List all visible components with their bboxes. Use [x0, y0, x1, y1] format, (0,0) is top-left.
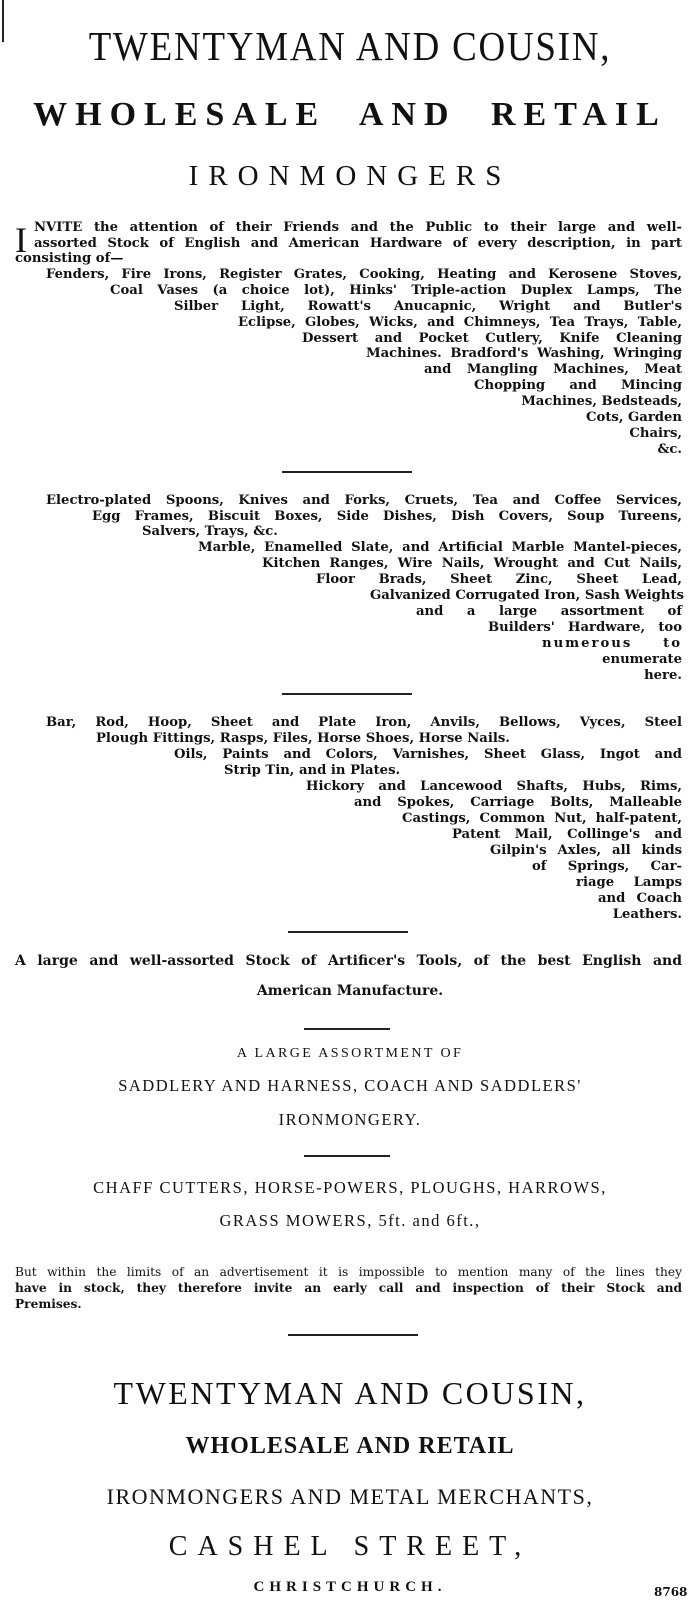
- intro-line: NVITE the attention of their Friends and the Public to their large and well-: [34, 220, 682, 235]
- stock-line: Kitchen Ranges, Wire Nails, Wrought and Cut Nails,: [262, 556, 682, 571]
- saddlery-line: A LARGE ASSORTMENT OF: [236, 1046, 464, 1061]
- stock-line: Dessert and Pocket Cutlery, Knife Cleaning: [302, 331, 682, 346]
- closing-line: But within the limits of an advertisement it is impossible to mention many of the lines they: [15, 1265, 682, 1279]
- stock-line: and Coach: [598, 891, 682, 906]
- stock-line: &c.: [657, 442, 682, 457]
- stock-line: and Mangling Machines, Meat: [424, 362, 682, 377]
- intro-line: consisting of—: [15, 251, 124, 266]
- stock-line: and Spokes, Carriage Bolts, Malleable: [354, 795, 682, 810]
- farm-line: GRASS MOWERS, 5ft. and 6ft.,: [219, 1211, 481, 1230]
- ironmongers-heading: IRONMONGERS: [188, 160, 512, 192]
- stock-line: Silber Light, Rowatt's Anucapnic, Wright and Butler's: [174, 299, 682, 314]
- stock-line: Electro-plated Spoons, Knives and Forks, Cruets, Tea and Coffee Services,: [46, 493, 682, 508]
- firm-name-heading: TWENTYMAN AND COUSIN,: [88, 23, 612, 69]
- farm-line: CHAFF CUTTERS, HORSE-POWERS, PLOUGHS, HARROWS,: [93, 1178, 607, 1197]
- stock-line: Floor Brads, Sheet Zinc, Sheet Lead,: [316, 572, 682, 587]
- divider: [288, 931, 408, 933]
- stock-line: Leathers.: [612, 907, 682, 922]
- stock-line: Galvanized Corrugated Iron, Sash Weights: [370, 588, 684, 603]
- stock-line: Castings, Common Nut, half-patent,: [402, 811, 682, 826]
- stock-line: Salvers, Trays, &c.: [142, 524, 278, 539]
- divider: [282, 471, 412, 473]
- stock-line: Machines. Bradford's Washing, Wringing: [366, 346, 682, 361]
- stock-line: Machines, Bedsteads,: [521, 394, 682, 409]
- footer-type: IRONMONGERS AND METAL MERCHANTS,: [106, 1484, 594, 1509]
- stock-line: Builders' Hardware, too: [488, 620, 682, 635]
- divider: [304, 1155, 390, 1157]
- saddlery-line: SADDLERY AND HARNESS, COACH AND SADDLERS': [118, 1076, 582, 1095]
- left-margin-rule: [2, 0, 4, 42]
- footer-firm-name: TWENTYMAN AND COUSIN,: [113, 1375, 587, 1411]
- divider: [304, 1028, 390, 1030]
- closing-line: Premises.: [15, 1297, 82, 1311]
- stock-line: Plough Fittings, Rasps, Files, Horse Shoes, Horse Nails.: [96, 731, 510, 746]
- stock-line: Fenders, Fire Irons, Register Grates, Cooking, Heating and Kerosene Stoves,: [46, 267, 682, 282]
- footer-trade: WHOLESALE AND RETAIL: [185, 1433, 515, 1459]
- tools-line: A large and well-assorted Stock of Artificer's Tools, of the best English and: [15, 953, 682, 969]
- stock-line: Hickory and Lancewood Shafts, Hubs, Rims,: [306, 779, 682, 794]
- stock-line: Oils, Paints and Colors, Varnishes, Sheet Glass, Ingot and: [174, 747, 682, 762]
- stock-line: Eclipse, Globes, Wicks, and Chimneys, Tea Trays, Table,: [238, 315, 682, 330]
- stock-line: Egg Frames, Biscuit Boxes, Side Dishes, Dish Covers, Soup Tureens,: [92, 509, 682, 524]
- stock-line: here.: [644, 668, 682, 683]
- stock-line: Chairs,: [629, 426, 682, 441]
- divider: [282, 693, 412, 695]
- stock-line: Coal Vases (a choice lot), Hinks' Triple-action Duplex Lamps, The: [110, 283, 682, 298]
- stock-line: Strip Tin, and in Plates.: [224, 763, 401, 778]
- intro-line: assorted Stock of English and American Hardware of every description, in part: [34, 236, 682, 251]
- stock-line: Gilpin's Axles, all kinds: [490, 843, 682, 858]
- drop-cap: I: [15, 220, 27, 260]
- stock-line: Marble, Enamelled Slate, and Artificial Marble Mantel-pieces,: [198, 540, 682, 555]
- stock-line: of Springs, Car-: [532, 859, 682, 874]
- stock-line: enumerate: [602, 652, 682, 667]
- stock-line: Bar, Rod, Hoop, Sheet and Plate Iron, Anvils, Bellows, Vyces, Steel: [46, 715, 682, 730]
- stock-line: numerous to: [542, 636, 682, 651]
- stock-line: riage Lamps: [576, 875, 682, 890]
- stock-line: Chopping and Mincing: [474, 378, 682, 393]
- footer-city: CHRISTCHURCH.: [253, 1579, 447, 1595]
- closing-line: have in stock, they therefore invite an early call and inspection of their Stock and: [15, 1281, 682, 1295]
- stock-line: and a large assortment of: [416, 604, 682, 619]
- trade-heading: WHOLESALE AND RETAIL: [33, 96, 667, 133]
- reference-number: 8768: [654, 1585, 688, 1599]
- tools-line: American Manufacture.: [256, 983, 444, 999]
- stock-line: Patent Mail, Collinge's and: [452, 827, 682, 842]
- footer-street: CASHEL STREET,: [168, 1531, 532, 1562]
- stock-line: Cots, Garden: [586, 410, 682, 425]
- saddlery-line: IRONMONGERY.: [278, 1110, 422, 1129]
- divider: [288, 1334, 418, 1336]
